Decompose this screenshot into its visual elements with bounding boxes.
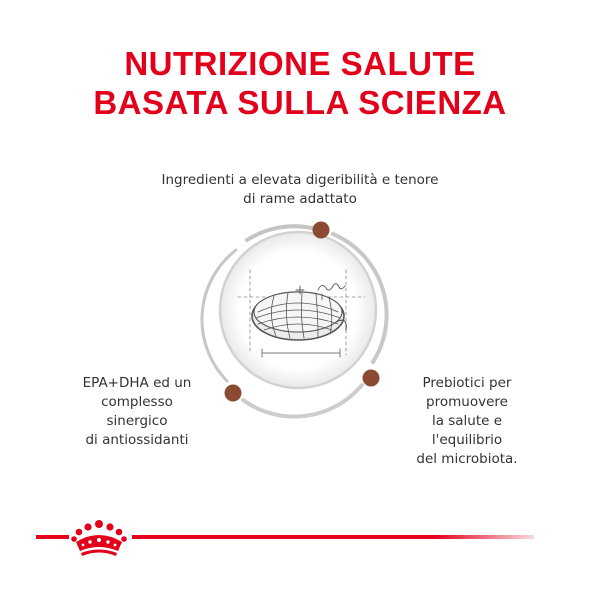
title-line-1: NUTRIZIONE SALUTE	[124, 45, 476, 82]
benefit-dot-right	[363, 370, 380, 387]
benefit-prebiotics-line-2: promuovere	[426, 394, 508, 410]
benefit-antioxidants-line-2: complesso	[101, 394, 173, 410]
benefit-dot-left	[225, 385, 242, 402]
benefit-dot-top	[313, 222, 330, 239]
benefit-prebiotics-line-1: Prebiotici per	[422, 375, 512, 391]
benefit-antioxidants-line-3: sinergico	[106, 413, 168, 429]
benefit-digestibility-line-1: Ingredienti a elevata digeribilità e tenore	[161, 172, 439, 188]
royal-canin-crown-icon	[68, 518, 130, 558]
benefit-prebiotics-line-3: la salute e	[431, 413, 503, 429]
benefit-prebiotics-line-4: l'equilibrio	[431, 432, 503, 448]
outer-ring-arc-bottom	[243, 385, 362, 417]
footer-line-left	[36, 535, 69, 539]
title-line-2: BASATA SULLA SCIENZA	[93, 84, 507, 121]
benefit-prebiotics-line-5: del microbiota.	[416, 451, 518, 467]
benefit-digestibility-line-2: di rame adattato	[243, 191, 357, 207]
benefit-antioxidants-line-4: di antiossidanti	[85, 432, 189, 448]
footer-line-right	[132, 535, 534, 539]
benefit-antioxidants-line-1: EPA+DHA ed un	[82, 375, 192, 391]
